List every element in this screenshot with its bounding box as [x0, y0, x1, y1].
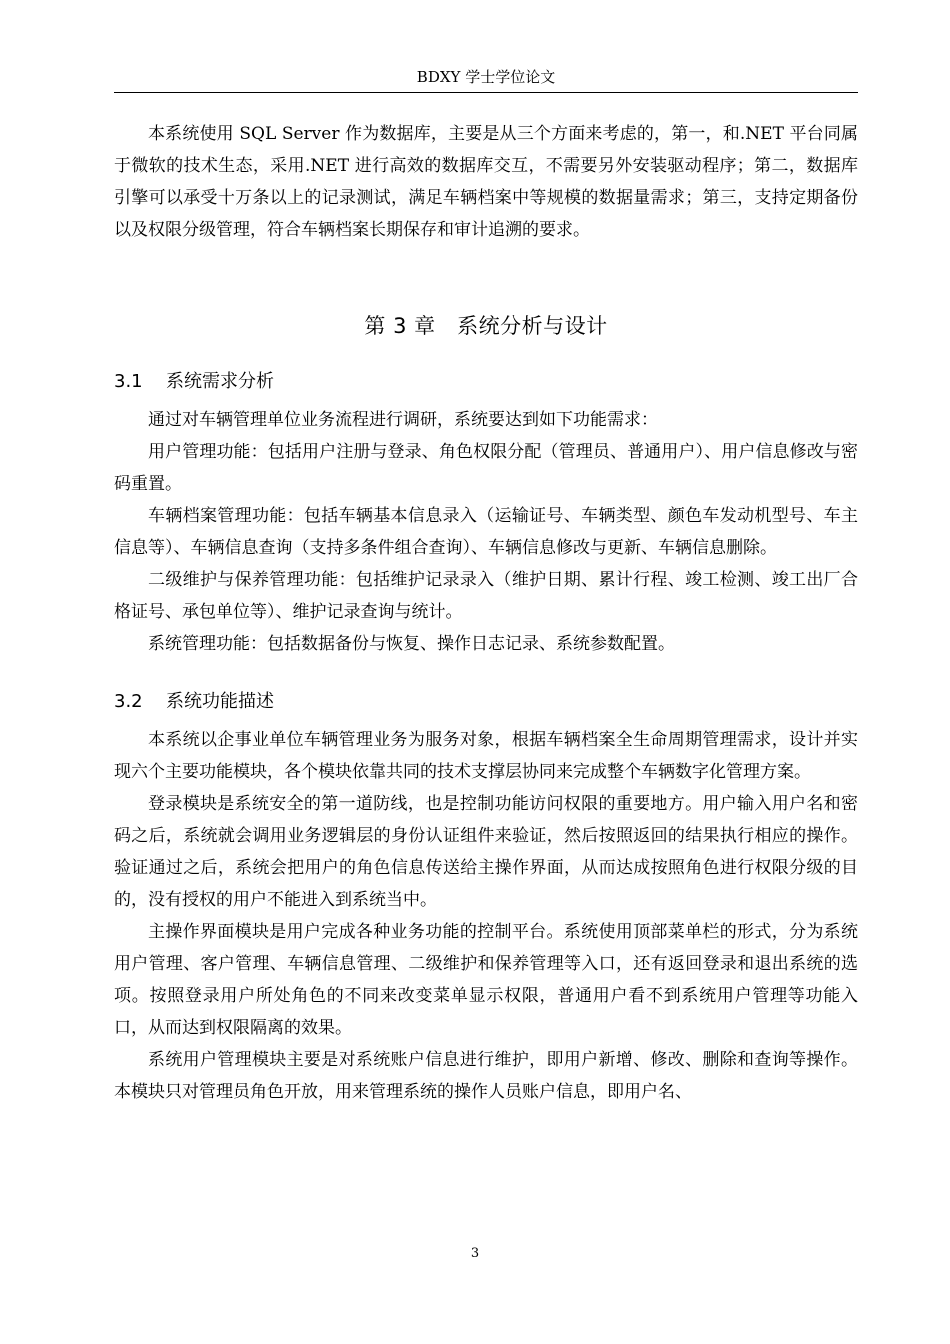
body-paragraph: 用户管理功能：包括用户注册与登录、角色权限分配（管理员、普通用户）、用户信息修改与密码重置。	[114, 442, 858, 494]
body-paragraph: 本系统以企事业单位车辆管理业务为服务对象，根据车辆档案全生命周期管理需求，设计并实现六个主要功能模块，各个模块依靠共同的技术支撑层协同来完成整个车辆数字化管理方案。	[114, 730, 858, 782]
body-paragraph: 主操作界面模块是用户完成各种业务功能的控制平台。系统使用顶部菜单栏的形式，分为系统用户管理、客户管理、车辆信息管理、二级维护和保养管理等入口，还有返回登录和退出系统的选项。按照登录用户所处角色的不同来改变菜单显示权限，普通用户看不到系统用户管理等功能入口，从而达到权限隔离的效果。	[114, 922, 858, 1038]
section-title-text: 系统需求分析	[166, 371, 274, 392]
section-number: 3.2	[114, 691, 143, 712]
body-paragraph: 系统管理功能：包括数据备份与恢复、操作日志记录、系统参数配置。	[148, 634, 675, 654]
page-header	[114, 66, 858, 93]
page-body	[114, 118, 858, 1108]
page-number: 3	[470, 1246, 480, 1261]
body-paragraph: 登录模块是系统安全的第一道防线，也是控制功能访问权限的重要地方。用户输入用户名和密码之后，系统就会调用业务逻辑层的身份认证组件来验证，然后按照返回的结果执行相应的操作。验证通过之后，系统会把用户的角色信息传送给主操作界面，从而达成按照角色进行权限分级的目的，没有授权的用户不能进入到系统当中。	[114, 794, 858, 910]
body-paragraph: 二级维护与保养管理功能：包括维护记录录入（维护日期、累计行程、竣工检测、竣工出厂合格证号、承包单位等）、维护记录查询与统计。	[114, 570, 858, 622]
body-paragraph: 通过对车辆管理单位业务流程进行调研，系统要达到如下功能需求：	[148, 410, 658, 430]
section-title-text: 系统功能描述	[166, 691, 274, 712]
header-title: BDXY 学士学位论文	[416, 68, 556, 86]
section-number: 3.1	[114, 371, 143, 392]
body-paragraph: 车辆档案管理功能：包括车辆基本信息录入（运输证号、车辆类型、颜色车发动机型号、车主信息等）、车辆信息查询（支持多条件组合查询）、车辆信息修改与更新、车辆信息删除。	[114, 506, 858, 558]
chapter-title: 第 3 章 系统分析与设计	[364, 314, 608, 338]
section-heading-3-2	[114, 686, 858, 718]
intro-paragraph: 本系统使用 SQL Server 作为数据库，主要是从三个方面来考虑的，第一，和.NET 平台同属于微软的技术生态，采用.NET 进行高效的数据库交互，不需要另外安装驱动程序；第二，数据库引擎可以承受十万条以上的记录测试，满足车辆档案中等规模的数据量需求；第三，支持定期备份以及权限分级管理，符合车辆档案长期保存和审计追溯的要求。	[114, 124, 858, 240]
section-heading-3-1	[114, 366, 858, 398]
body-paragraph: 系统用户管理模块主要是对系统账户信息进行维护，即用户新增、修改、删除和查询等操作。本模块只对管理员角色开放，用来管理系统的操作人员账户信息，即用户名、	[114, 1050, 858, 1102]
